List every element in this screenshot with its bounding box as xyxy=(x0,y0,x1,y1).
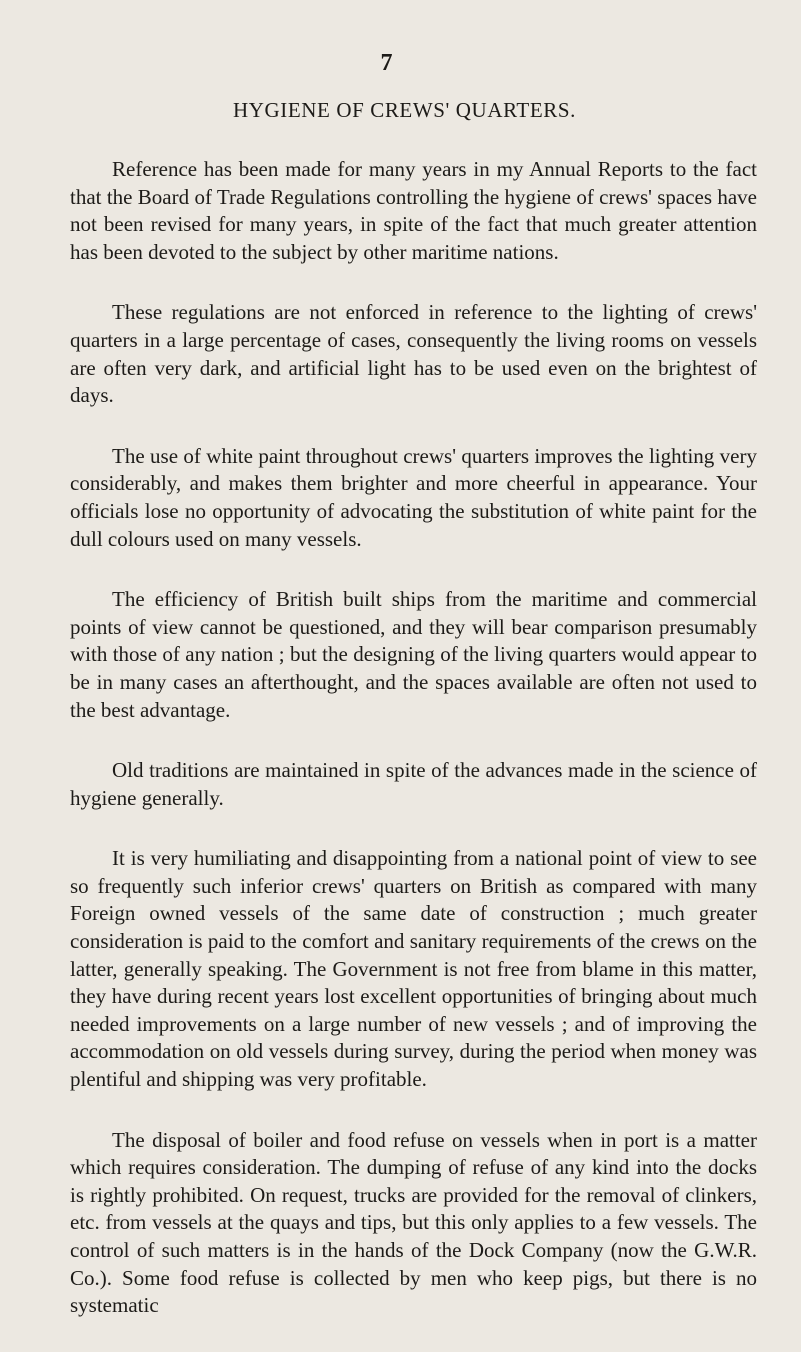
paragraph-2: These regulations are not enforced in reference to the lighting of crews' quarters in a large percentage of cases, consequently the living rooms on vessels are often very dark, and artificial light has to be used even on the brightest of days. xyxy=(70,300,757,408)
paragraph-6: It is very humiliating and disappointing from a national point of view to see so frequently such inferior crews' quarters on British as compared with many Foreign owned vessels of the same date of construction ; much greater consideration is paid to the comfort and sanitary requirements of the crews on the latter, generally speaking. The Government is not free from blame in this matter, they have during recent years lost excellent opportunities of bringing about much needed improvements on a large number of new vessels ; and of improving the accommodation on old vessels during survey, during the period when money was plentiful and shipping was very profitable. xyxy=(70,846,757,1092)
section-title: HYGIENE OF CREWS' QUARTERS. xyxy=(232,98,577,122)
paragraph-4: The efficiency of British built ships from the maritime and commercial points of view cannot be questioned, and they will bear comparison presumably with those of any nation ; but the designing of the living quarters would appear to be in many cases an afterthought, and the spaces available are often not used to the best advantage. xyxy=(70,587,757,722)
paragraph-5: Old traditions are maintained in spite of the advances made in the science of hygiene generally. xyxy=(70,758,757,810)
page-number: 7 xyxy=(380,50,393,76)
paragraph-1: Reference has been made for many years in my Annual Reports to the fact that the Board of Trade Regulations controlling the hygiene of crews' spaces have not been revised for many years, in spite of the fact that much greater attention has been devoted to the subject by other maritime nations. xyxy=(70,157,757,264)
paragraph-7: The disposal of boiler and food refuse on vessels when in port is a matter which requires consideration. The dumping of refuse of any kind into the docks is rightly prohibited. On request, trucks are provided for the removal of clinkers, etc. from vessels at the quays and tips, but this only applies to a few vessels. The control of such matters is in the hands of the Dock Company (now the G.W.R. Co.). Some food refuse is collected by men who keep pigs, but there is no systematic xyxy=(70,1127,757,1318)
paragraph-3: The use of white paint throughout crews' quarters improves the lighting very considerably, and makes them brighter and more cheerful in appearance. Your officials lose no opportunity of advocating the substitution of white paint for the dull colours used on many vessels. xyxy=(70,443,757,551)
